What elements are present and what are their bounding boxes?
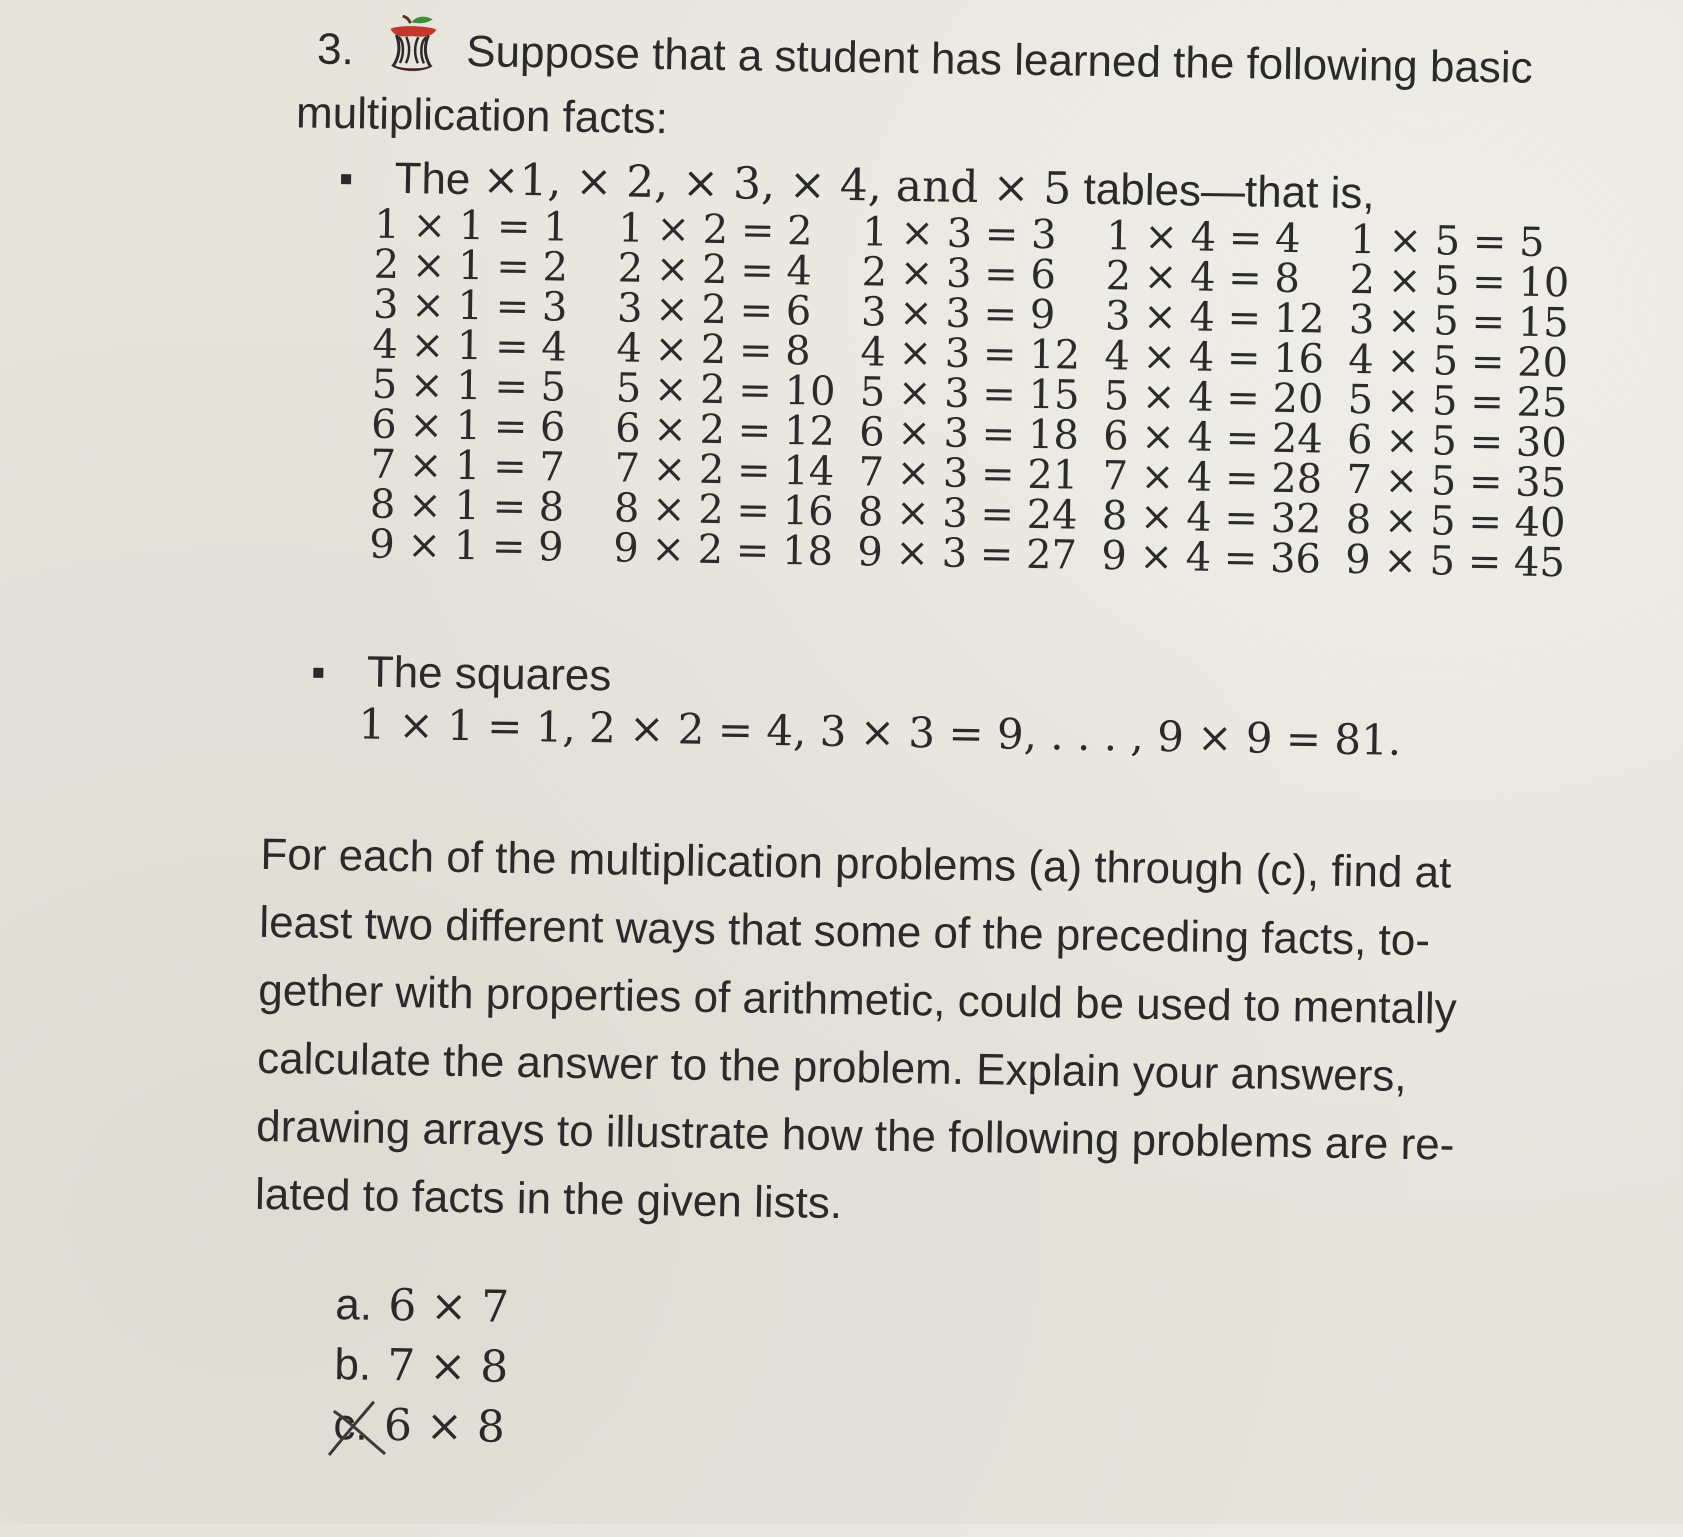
tables-expression: ×1, × 2, × 3, × 4, and × 5 — [482, 154, 1072, 215]
fact-cell: 8 × 2 = 16 — [613, 485, 834, 535]
part-b-label: b. — [334, 1340, 372, 1390]
fact-cell: 4 × 3 = 12 — [860, 329, 1081, 379]
fact-cell: 9 × 4 = 36 — [1100, 533, 1322, 583]
fact-cell: 6 × 5 = 30 — [1346, 416, 1568, 467]
fact-cell: 4 × 1 = 4 — [372, 321, 568, 371]
part-b-expression: 7 × 8 — [387, 1339, 509, 1393]
fact-cell: 7 × 2 = 14 — [614, 445, 835, 495]
problem-header — [295, 14, 1618, 166]
bullet-tables-the: The — [394, 153, 471, 205]
part-a — [335, 1275, 510, 1338]
fact-cell: 9 × 1 = 9 — [368, 521, 564, 571]
problem-number: 3. — [316, 24, 355, 75]
fact-cell: 7 × 3 = 21 — [858, 449, 1079, 499]
fact-cell: 1 × 1 = 1 — [374, 201, 569, 251]
fact-cell: 3 × 4 = 12 — [1104, 293, 1326, 343]
fact-cell: 8 × 1 = 8 — [369, 481, 565, 531]
fact-cell: 5 × 3 = 15 — [859, 369, 1080, 419]
fact-cell: 3 × 1 = 3 — [372, 281, 568, 331]
instructions-line: least two different ways that some of the preceding facts, to- — [259, 897, 1431, 966]
fact-cell: 1 × 4 = 4 — [1105, 213, 1301, 263]
part-a-expression: 6 × 7 — [387, 1279, 510, 1333]
part-a-label: a. — [335, 1280, 373, 1330]
problem-parts-list — [333, 1275, 510, 1458]
instructions-line: lated to facts in the given lists. — [254, 1169, 843, 1229]
bullet-squares-text: The squares — [366, 647, 612, 701]
bullet-square-icon — [313, 668, 323, 678]
bullet-squares — [313, 646, 612, 703]
bullet-square-icon — [341, 174, 351, 184]
fact-cell: 6 × 1 = 6 — [370, 401, 566, 451]
fact-cell: 6 × 3 = 18 — [858, 409, 1080, 459]
fact-cell: 5 × 5 = 25 — [1347, 376, 1568, 427]
fact-cell: 2 × 4 = 8 — [1105, 253, 1301, 303]
instructions-paragraph — [255, 821, 1621, 1250]
fact-cell: 6 × 4 = 24 — [1102, 413, 1324, 463]
part-c-label: c. — [333, 1400, 369, 1450]
fact-cell: 8 × 4 = 32 — [1101, 493, 1322, 543]
fact-cell: 7 × 5 = 35 — [1346, 456, 1567, 507]
fact-cell: 1 × 2 = 2 — [617, 205, 813, 255]
apple-core-icon — [380, 15, 445, 78]
fact-cell: 3 × 3 = 9 — [860, 289, 1056, 339]
fact-cell: 5 × 1 = 5 — [371, 361, 567, 411]
fact-cell: 7 × 1 = 7 — [370, 441, 566, 491]
fact-cell: 2 × 3 = 6 — [861, 249, 1057, 299]
fact-cell: 4 × 5 = 20 — [1348, 336, 1569, 387]
fact-cell: 4 × 2 = 8 — [616, 325, 812, 375]
part-b — [334, 1335, 509, 1398]
fact-cell: 9 × 5 = 45 — [1344, 536, 1566, 587]
fact-cell: 4 × 4 = 16 — [1104, 333, 1325, 383]
instructions-line: For each of the multiplication problems (a) through (c), find at — [260, 829, 1452, 898]
instructions-line: gether with properties of arithmetic, could be used to mentally — [257, 965, 1457, 1034]
part-c — [333, 1395, 508, 1458]
fact-cell: 3 × 2 = 6 — [616, 285, 812, 335]
fact-cell: 9 × 2 = 18 — [612, 525, 834, 575]
fact-cell: 8 × 3 = 24 — [857, 489, 1078, 539]
fact-cell: 1 × 3 = 3 — [861, 209, 1057, 259]
fact-cell: 2 × 5 = 10 — [1349, 256, 1570, 307]
intro-line-1: Suppose that a student has learned the following basic — [465, 27, 1534, 93]
instructions-line: drawing arrays to illustrate how the following problems are re- — [255, 1101, 1455, 1170]
fact-cell: 8 × 5 = 40 — [1345, 496, 1566, 547]
fact-cell: 2 × 1 = 2 — [373, 241, 569, 291]
intro-line-2: multiplication facts: — [295, 88, 669, 144]
part-c-expression: 6 × 8 — [383, 1399, 506, 1453]
bullet-tables-tail: tables—that is, — [1083, 164, 1376, 219]
fact-cell: 5 × 2 = 10 — [615, 365, 836, 415]
pen-cross-out-icon — [325, 1397, 396, 1460]
fact-cell: 6 × 2 = 12 — [614, 405, 836, 455]
multiplication-facts-table — [368, 201, 1595, 587]
fact-cell: 7 × 4 = 28 — [1102, 453, 1323, 503]
squares-expression: 1 × 1 = 1, 2 × 2 = 4, 3 × 3 = 9, . . . , 9 × 9 = 81. — [358, 699, 1402, 765]
fact-cell: 9 × 3 = 27 — [856, 529, 1078, 579]
fact-cell: 1 × 5 = 5 — [1349, 216, 1545, 266]
fact-cell: 3 × 5 = 15 — [1348, 296, 1570, 347]
fact-cell: 5 × 4 = 20 — [1103, 373, 1324, 423]
fact-cell: 2 × 2 = 4 — [617, 245, 813, 295]
instructions-line: calculate the answer to the problem. Explain your answers, — [256, 1033, 1408, 1101]
